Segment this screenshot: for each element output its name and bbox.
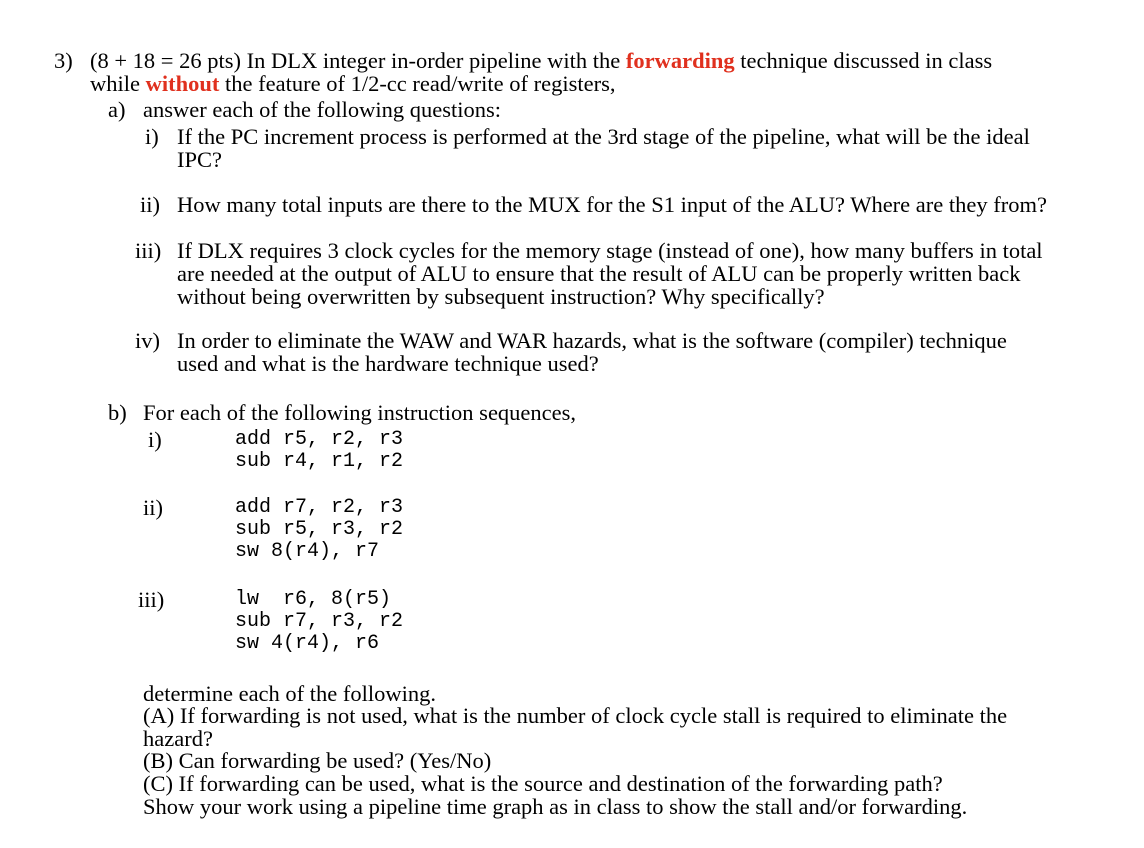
determine-line-5: (C) If forwarding can be used, what is the source and destination of the forwarding path? [143,771,943,796]
sequence-ii-label: ii) [143,495,163,520]
part-a-item-i-line-1: If the PC increment process is performed at the 3rd stage of the pipeline, what will be the ideal [177,124,1030,149]
part-a-item-iii-line-3: without being overwritten by subsequent instruction? Why specifically? [177,284,825,309]
sequence-iii-code-line-1: lw r6, 8(r5) [235,588,392,611]
determine-line-4: (B) Can forwarding be used? (Yes/No) [143,748,492,773]
part-a-label: a) [108,97,126,122]
sequence-ii-code-line-2: sub r5, r3, r2 [235,518,404,541]
sequence-i-label: i) [148,427,162,452]
question-intro-line-1 [90,49,992,72]
question-number: 3) [54,48,73,73]
question-intro-line-2 [90,72,615,95]
determine-line-2: (A) If forwarding is not used, what is the number of clock cycle stall is required to eliminate the [143,703,1008,728]
part-a-item-i-label: i) [145,124,159,149]
determine-line-6: Show your work using a pipeline time graph as in class to show the stall and/or forwarding. [143,794,968,819]
sequence-i-code-line-2: sub r4, r1, r2 [235,450,404,473]
sequence-iii-code-line-2: sub r7, r3, r2 [235,610,404,633]
sequence-iii-label: iii) [138,587,165,612]
determine-line-3: hazard? [143,726,213,751]
part-a-item-iii-line-2: are needed at the output of ALU to ensure that the result of ALU can be properly written back [177,261,1021,286]
part-a-item-iv-line-1: In order to eliminate the WAW and WAR hazards, what is the software (compiler) technique [177,328,1007,353]
forwarding-highlight: forwarding [625,48,735,73]
without-highlight: without [145,71,220,96]
sequence-iii-code-line-3: sw 4(r4), r6 [235,632,380,655]
sequence-i-code-line-1: add r5, r2, r3 [235,428,404,451]
part-a-text: answer each of the following questions: [143,97,502,122]
sequence-ii-code-line-3: sw 8(r4), r7 [235,540,380,563]
part-a-item-iii-line-1: If DLX requires 3 clock cycles for the memory stage (instead of one), how many buffers in total [177,238,1043,263]
intro-text-b: technique discussed in class [740,48,993,73]
part-a-item-iv-label: iv) [135,328,160,353]
part-a-item-ii-label: ii) [140,192,160,217]
part-b-text: For each of the following instruction sequences, [143,400,577,425]
part-a-item-iv-line-2: used and what is the hardware technique used? [177,351,599,376]
part-b-label: b) [108,400,127,425]
sequence-ii-code-line-1: add r7, r2, r3 [235,496,404,519]
intro-text-c: while [90,71,140,96]
part-a-item-iii-label: iii) [135,238,162,263]
intro-text-d: the feature of 1/2-cc read/write of registers, [225,71,616,96]
intro-text-a: (8 + 18 = 26 pts) In DLX integer in-order pipeline with the [90,48,621,73]
determine-line-1: determine each of the following. [143,681,437,706]
part-a-item-ii-line-1: How many total inputs are there to the MUX for the S1 input of the ALU? Where are they from? [177,192,1047,217]
part-a-item-i-line-2: IPC? [177,147,222,172]
